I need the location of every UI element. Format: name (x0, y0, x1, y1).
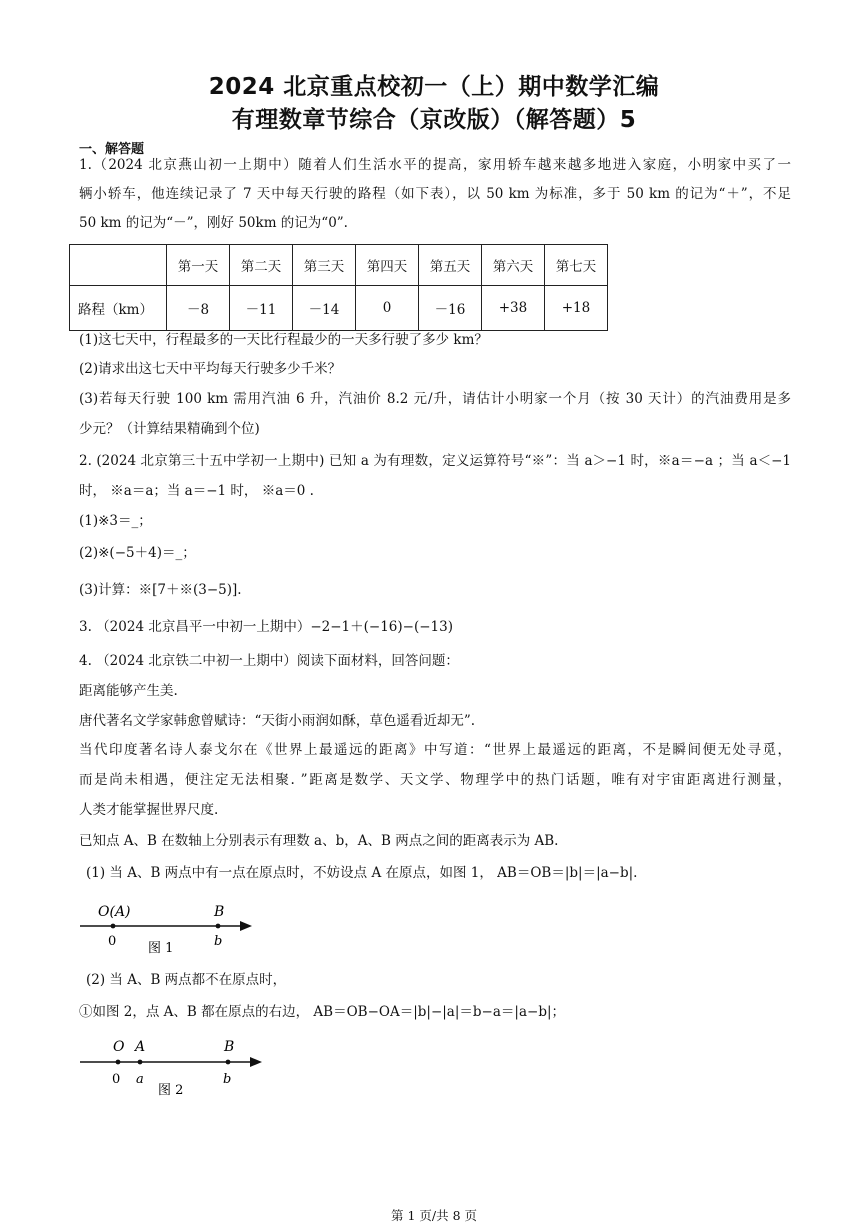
section-heading: 一、解答题 (79, 142, 145, 157)
number-line-figure-1 (70, 896, 270, 958)
table-header-cell: 第六天 (482, 245, 545, 286)
q1-sub3-line2: 少元？（计算结果精确到个位) (79, 421, 260, 437)
q2-line1: 2. (2024 北京第三十五中学初一上期中) 已知 a 为有理数，定义运算符号“※”：当 a＞−1 时，※a＝−a ；当 a＜−1 (79, 453, 791, 469)
label-b: b (214, 934, 223, 949)
label-B: B (214, 904, 225, 920)
q4-line1: 4. （2024 北京铁二中初一上期中）阅读下面材料，回答问题： (79, 653, 459, 669)
figure-1-caption: 图 1 (148, 941, 174, 956)
table-header-cell: 第二天 (230, 245, 293, 286)
q2-sub1: (1)※3＝_； (79, 513, 152, 529)
table-header-cell (70, 245, 167, 286)
table-header-cell: 第三天 (293, 245, 356, 286)
arrow-head-icon (240, 921, 252, 931)
q2-line2: 时， ※a＝a；当 a＝−1 时， ※a＝0 . (79, 483, 314, 499)
label-a: a (136, 1072, 144, 1087)
table-header-cell: 第四天 (356, 245, 419, 286)
point-origin (111, 924, 116, 929)
label-zero: 0 (112, 1072, 121, 1087)
q4-case2: (2) 当 A、B 两点都不在原点时， (86, 972, 287, 988)
q4-line3: 唐代著名文学家韩愈曾赋诗：“天街小雨润如酥，草色遥看近却无”. (79, 713, 476, 729)
label-B: B (224, 1039, 235, 1055)
number-line-figure-2 (70, 1034, 280, 1100)
table-header-row (70, 245, 608, 286)
table-row-label: 路程（km） (70, 286, 167, 331)
q2-sub2: (2)※(−5＋4)＝_； (79, 545, 196, 561)
table-cell: －8 (167, 286, 230, 331)
table-header-cell: 第一天 (167, 245, 230, 286)
table-cell: +38 (482, 286, 545, 331)
q4-case1: (1) 当 A、B 两点中有一点在原点时，不妨设点 A 在原点，如图 1， AB＝OB＝|b|＝|a−b|. (86, 865, 638, 881)
q1-sub2: (2)请求出这七天中平均每天行驶多少千米？ (79, 361, 342, 377)
point-origin (116, 1060, 121, 1065)
label-zero: 0 (108, 934, 117, 949)
point-b (216, 924, 221, 929)
table-cell: －16 (419, 286, 482, 331)
table-header-cell: 第七天 (545, 245, 608, 286)
table-row (70, 286, 608, 331)
table-cell: 0 (356, 286, 419, 331)
mileage-table (69, 244, 608, 331)
arrow-head-icon (250, 1057, 262, 1067)
q1-line1: 1.（2024 北京燕山初一上期中）随着人们生活水平的提高，家用轿车越来越多地进入家庭，小明家中买了一 (79, 157, 791, 173)
figure-2-caption: 图 2 (158, 1083, 184, 1098)
q4-line4: 当代印度著名诗人泰戈尔在《世界上最遥远的距离》中写道：“世界上最遥远的距离，不是瞬间便无处寻觅， (79, 742, 791, 758)
page-title-line1: 2024 北京重点校初一（上）期中数学汇编 (208, 74, 660, 100)
q4-line2: 距离能够产生美. (79, 683, 178, 699)
q2-sub3: (3)计算：※[7＋※(3−5)]. (79, 582, 242, 598)
label-A: A (135, 1039, 146, 1055)
label-OA: O(A) (98, 904, 131, 920)
q3-line1: 3. （2024 北京昌平一中初一上期中）−2−1＋(−16)−(−13) (79, 619, 453, 635)
q1-sub3-line1: (3)若每天行驶 100 km 需用汽油 6 升，汽油价 8.2 元/升，请估计小明家一个月（按 30 天计）的汽油费用是多 (79, 391, 791, 407)
page-title-line2: 有理数章节综合（京改版）（解答题）5 (231, 107, 637, 133)
q4-line6: 人类才能掌握世界尺度. (79, 802, 219, 818)
point-a (138, 1060, 143, 1065)
q4-case2-1: ①如图 2，点 A、B 都在原点的右边， AB＝OB−OA＝|b|−|a|＝b−a＝|a−b|； (79, 1004, 566, 1020)
label-O: O (113, 1039, 125, 1055)
q4-line5: 而是尚未相遇，便注定无法相聚. ”距离是数学、天文学、物理学中的热门话题，唯有对宇宙距离进行测量， (79, 772, 791, 788)
table-cell: +18 (545, 286, 608, 331)
table-header-cell: 第五天 (419, 245, 482, 286)
page-footer: 第 1 页/共 8 页 (390, 1208, 477, 1223)
table-cell: －14 (293, 286, 356, 331)
q1-sub1: (1)这七天中，行程最多的一天比行程最少的一天多行驶了多少 km？ (79, 332, 488, 348)
q1-line3: 50 km 的记为“－”，刚好 50km 的记为“0”. (79, 215, 348, 231)
q1-line2: 辆小轿车，他连续记录了 7 天中每天行驶的路程（如下表），以 50 km 为标准，多于 50 km 的记为“＋”，不足 (79, 186, 791, 202)
point-b (226, 1060, 231, 1065)
table-cell: －11 (230, 286, 293, 331)
q4-line7: 已知点 A、B 在数轴上分别表示有理数 a、b，A、B 两点之间的距离表示为 AB. (79, 833, 559, 849)
label-b: b (223, 1072, 232, 1087)
